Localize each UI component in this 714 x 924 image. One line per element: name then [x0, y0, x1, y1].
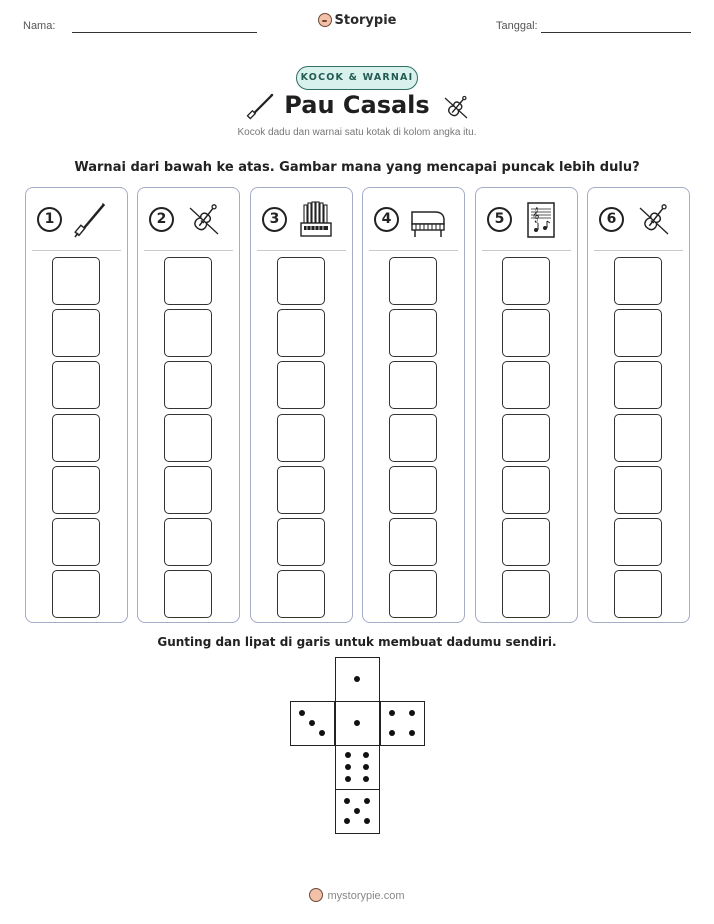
die-face-1: [335, 657, 380, 702]
color-box[interactable]: [164, 518, 212, 566]
die-face-5: [335, 789, 380, 834]
color-box[interactable]: [502, 361, 550, 409]
instruction-text: Warnai dari bawah ke atas. Gambar mana yang mencapai puncak lebih dulu?: [74, 160, 640, 175]
die-pip: [354, 676, 360, 682]
column-5: [475, 187, 578, 623]
die-pip: [363, 764, 369, 770]
footer: [0, 888, 714, 902]
die-pip: [354, 720, 360, 726]
column-6: [587, 187, 690, 623]
bow-icon: [72, 200, 110, 240]
name-line[interactable]: [72, 32, 257, 33]
storypie-logo-icon: [318, 13, 332, 27]
die-face-4: [380, 701, 425, 746]
column-number: 1: [37, 207, 62, 232]
piano-icon: [409, 200, 447, 240]
brand-name: Storypie: [334, 13, 397, 28]
die-pip: [364, 818, 370, 824]
die-pip: [364, 798, 370, 804]
color-box[interactable]: [52, 257, 100, 305]
color-box[interactable]: [52, 518, 100, 566]
color-box[interactable]: [164, 361, 212, 409]
column-2: [137, 187, 240, 623]
organ-icon: [297, 200, 335, 240]
color-box[interactable]: [389, 361, 437, 409]
column-3: [250, 187, 353, 623]
color-box[interactable]: [502, 518, 550, 566]
date-label: Tanggal:: [496, 20, 538, 32]
color-box[interactable]: [164, 414, 212, 462]
color-box[interactable]: [52, 361, 100, 409]
date-line[interactable]: [541, 32, 691, 33]
color-box[interactable]: [164, 466, 212, 514]
column-divider: [32, 250, 121, 251]
color-box[interactable]: [389, 257, 437, 305]
color-box[interactable]: [277, 466, 325, 514]
column-divider: [369, 250, 458, 251]
color-box[interactable]: [164, 309, 212, 357]
color-box[interactable]: [614, 257, 662, 305]
color-box[interactable]: [277, 570, 325, 618]
die-pip: [344, 798, 350, 804]
color-box[interactable]: [389, 466, 437, 514]
color-box[interactable]: [52, 309, 100, 357]
color-box[interactable]: [164, 257, 212, 305]
column-divider: [144, 250, 233, 251]
color-box[interactable]: [389, 414, 437, 462]
die-pip: [345, 764, 351, 770]
color-box[interactable]: [277, 361, 325, 409]
sheet-music-icon: [522, 200, 560, 240]
cut-instruction: Gunting dan lipat di garis untuk membuat dadumu sendiri.: [157, 635, 557, 649]
violin-icon: [440, 92, 472, 124]
color-box[interactable]: [277, 309, 325, 357]
color-box[interactable]: [614, 466, 662, 514]
color-box[interactable]: [389, 570, 437, 618]
column-number: 3: [262, 207, 287, 232]
die-face-1: [335, 701, 380, 746]
color-box[interactable]: [277, 518, 325, 566]
color-box[interactable]: [277, 414, 325, 462]
color-box[interactable]: [52, 466, 100, 514]
violin-icon: [184, 200, 222, 240]
color-box[interactable]: [502, 570, 550, 618]
die-face-6: [335, 745, 380, 790]
column-number: 2: [149, 207, 174, 232]
color-box[interactable]: [614, 414, 662, 462]
column-1: [25, 187, 128, 623]
die-pip: [309, 720, 315, 726]
column-divider: [257, 250, 346, 251]
die-pip: [363, 776, 369, 782]
die-pip: [363, 752, 369, 758]
activity-badge: KOCOK & WARNAI: [296, 66, 418, 90]
color-box[interactable]: [502, 466, 550, 514]
die-pip: [345, 776, 351, 782]
color-box[interactable]: [614, 309, 662, 357]
die-pip: [299, 710, 305, 716]
column-number: 4: [374, 207, 399, 232]
die-face-3: [290, 701, 335, 746]
column-number: 5: [487, 207, 512, 232]
storypie-logo-icon: [309, 888, 323, 902]
color-box[interactable]: [614, 570, 662, 618]
svg-text:𝄞: 𝄞: [532, 208, 540, 223]
violin-icon: [634, 200, 672, 240]
color-box[interactable]: [614, 518, 662, 566]
die-pip: [389, 710, 395, 716]
name-label: Nama:: [23, 20, 56, 32]
page-title: Pau Casals: [284, 91, 430, 119]
color-box[interactable]: [614, 361, 662, 409]
color-box[interactable]: [164, 570, 212, 618]
subtitle: Kocok dadu dan warnai satu kotak di kolom angka itu.: [237, 127, 477, 138]
die-pip: [344, 818, 350, 824]
color-box[interactable]: [502, 309, 550, 357]
color-box[interactable]: [502, 257, 550, 305]
brand-logo: [0, 13, 714, 28]
color-box[interactable]: [389, 309, 437, 357]
color-box[interactable]: [277, 257, 325, 305]
color-box[interactable]: [389, 518, 437, 566]
column-divider: [594, 250, 683, 251]
column-divider: [482, 250, 571, 251]
column-number: 6: [599, 207, 624, 232]
footer-url[interactable]: mystorypie.com: [327, 890, 405, 902]
color-box[interactable]: [52, 414, 100, 462]
die-pip: [389, 730, 395, 736]
die-pip: [409, 710, 415, 716]
die-pip: [345, 752, 351, 758]
column-4: [362, 187, 465, 623]
die-pip: [354, 808, 360, 814]
color-box[interactable]: [502, 414, 550, 462]
color-box[interactable]: [52, 570, 100, 618]
die-pip: [409, 730, 415, 736]
die-pip: [319, 730, 325, 736]
